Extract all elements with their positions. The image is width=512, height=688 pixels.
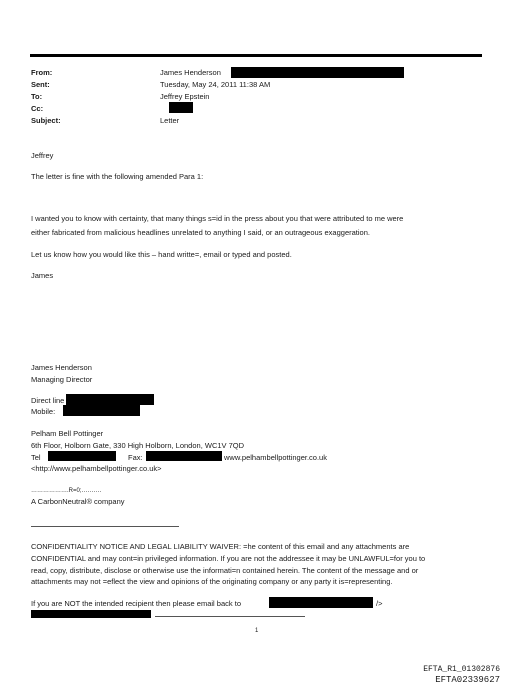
redaction-bottom-line [31, 610, 151, 618]
subject-value: Letter [160, 116, 180, 125]
sig-address: 6th Floor, Holborn Gate, 330 High Holborn, London, WC1V 7QD [31, 441, 245, 450]
body-para-1-line-1: I wanted you to know with certainty, that many things s=id in the press about you that were attributed to me were [31, 214, 404, 223]
header-rule [30, 54, 482, 57]
disclaimer-separator [31, 526, 179, 527]
redaction-mobile [63, 405, 140, 416]
bottom-underline [155, 616, 305, 617]
redaction-tel [48, 451, 116, 461]
sig-name: James Henderson [31, 363, 92, 372]
disclaimer-line-4: attachments may not =eflect the view and opinions of the originating company or any party it is=representing. [31, 577, 393, 586]
body-line-2: Let us know how you would like this – hand writte=, email or typed and posted. [31, 250, 292, 259]
disclaimer-return-tail: /> [376, 599, 383, 608]
disclaimer-line-1: CONFIDENTIALITY NOTICE AND LEGAL LIABILITY WAIVER: =he content of this email and any attachments are [31, 542, 410, 551]
redaction-return-email [269, 597, 373, 608]
sig-website[interactable]: www.pelhambellpottinger.co.uk [224, 453, 327, 462]
sig-title: Managing Director [31, 375, 93, 384]
sent-label: Sent: [31, 80, 50, 89]
disclaimer-line-2: CONFIDENTIAL and may cont=in privileged information. If you are not the addressee it may be UNLAWFUL=for you to [31, 554, 426, 563]
redaction-direct-line [66, 394, 154, 405]
sent-value: Tuesday, May 24, 2011 11:38 AM [160, 80, 271, 89]
bates-ref-2: EFTA02339627 [435, 675, 500, 685]
sig-tel: Tel [31, 453, 41, 462]
subject-label: Subject: [31, 116, 61, 125]
page-number: 1 [255, 628, 259, 634]
redaction-cc [169, 102, 193, 113]
sig-carbon: A CarbonNeutral® company [31, 497, 125, 506]
redaction-fax [146, 451, 222, 461]
sig-direct-line: Direct line [31, 396, 65, 405]
redaction-from-email [231, 67, 404, 78]
from-label: From: [31, 68, 53, 77]
to-value: Jeffrey Epstein [160, 92, 210, 101]
sig-company: Pelham Bell Pottinger [31, 429, 104, 438]
greeting: Jeffrey [31, 151, 54, 160]
body-para-1-line-2: either fabricated from malicious headlines unrelated to anything I said, or an outrageous exaggeration. [31, 228, 370, 237]
sig-website-url[interactable]: <http://www.pelhambellpottinger.co.uk> [31, 464, 162, 473]
disclaimer-line-3: read, copy, distribute, disclose or otherwise use the informati=n contained herein. The content of the message and or [31, 566, 419, 575]
disclaimer-return-line: If you are NOT the intended recipient then please email back to [31, 599, 241, 608]
from-value: James Henderson [160, 68, 221, 77]
cc-label: Cc: [31, 104, 44, 113]
body-line-1: The letter is fine with the following amended Para 1: [31, 172, 204, 181]
bates-ref-1: EFTA_R1_01302876 [423, 665, 500, 674]
sig-mobile: Mobile: [31, 407, 56, 416]
to-label: To: [31, 92, 43, 101]
sig-dots: ……………….R=0;………. [31, 488, 102, 494]
sig-fax: Fax: [128, 453, 143, 462]
signoff: James [31, 271, 54, 280]
